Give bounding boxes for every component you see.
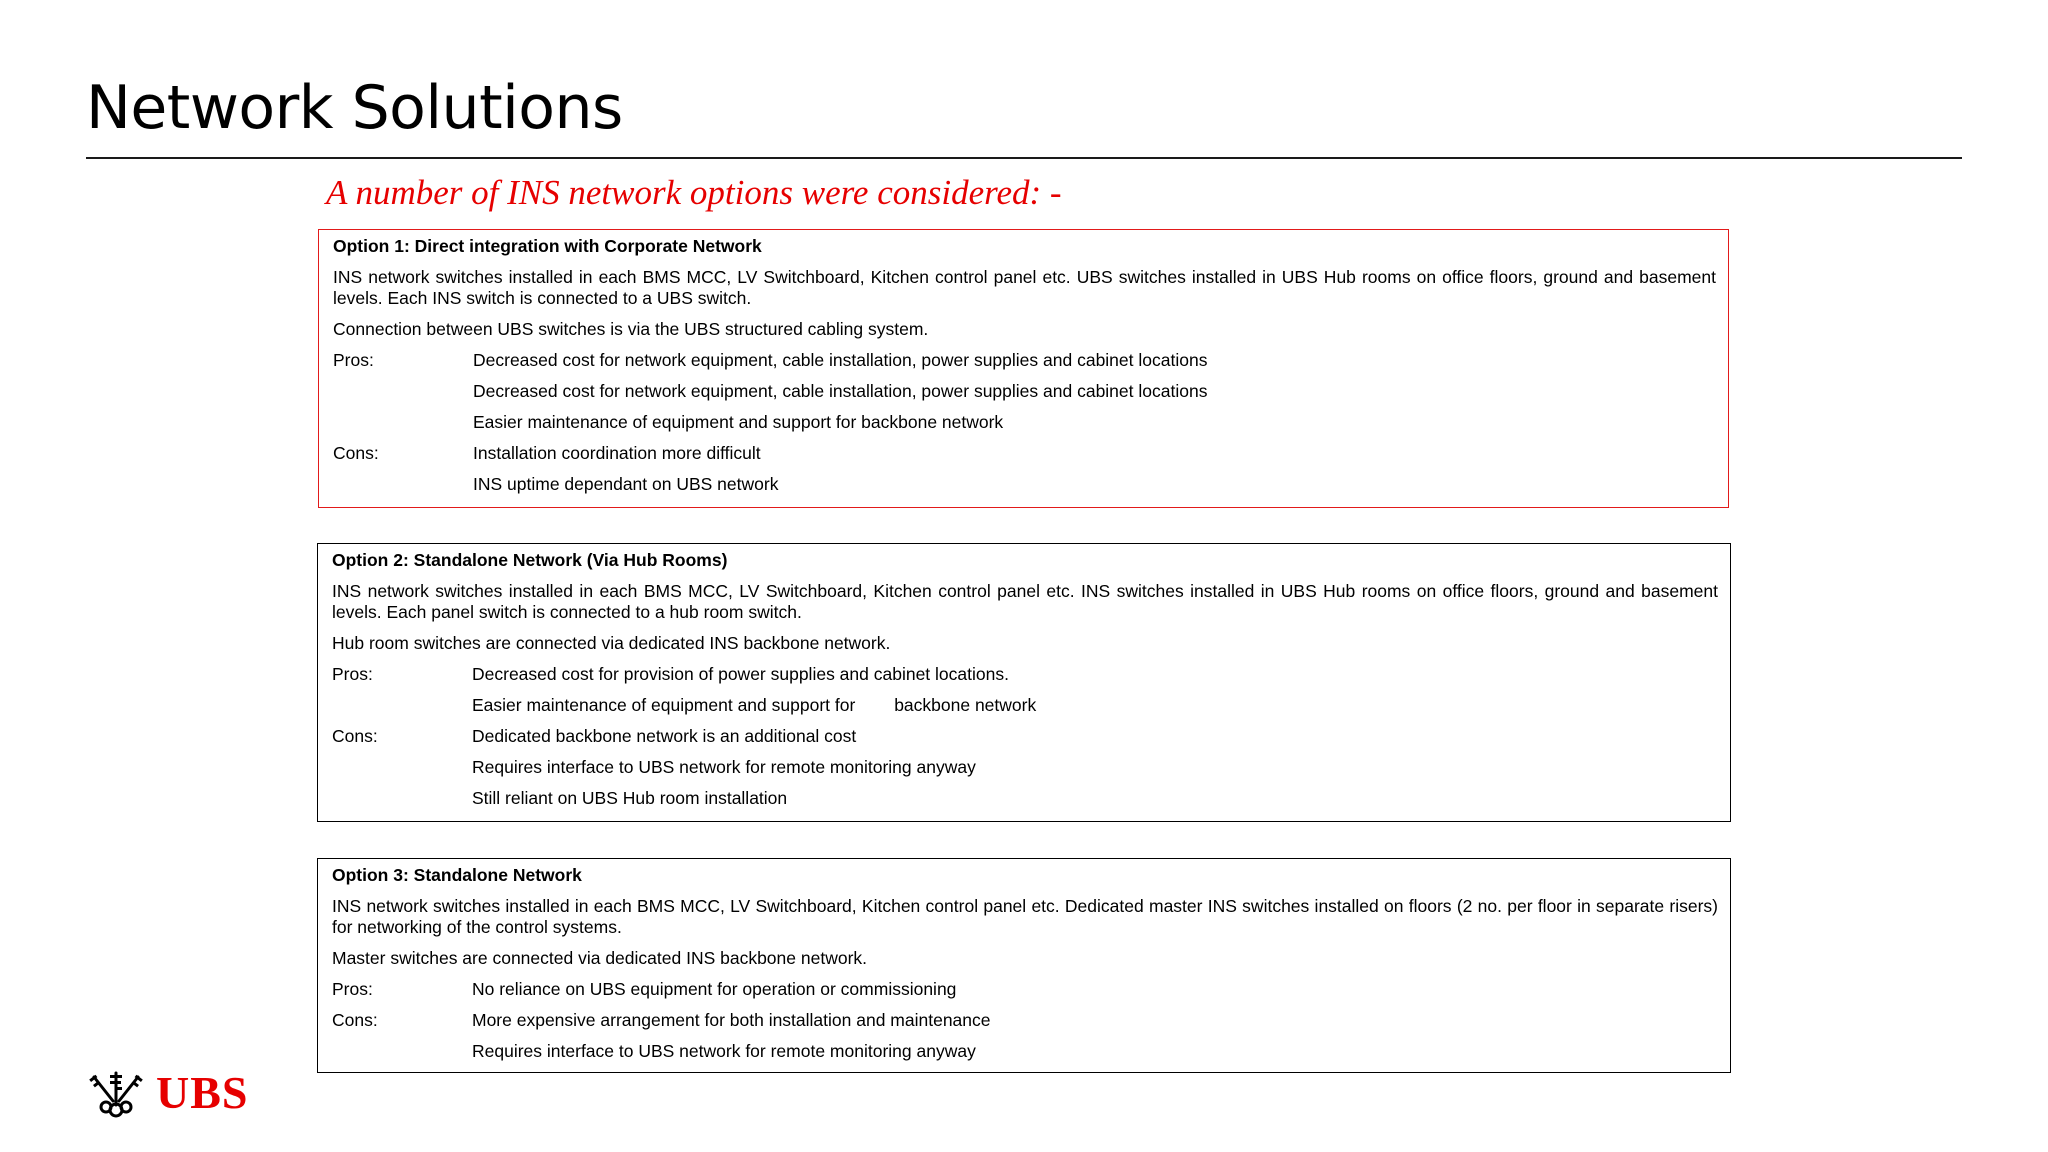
option-2-cons-row — [332, 757, 1718, 778]
option-1-con-item: INS uptime dependant on UBS network — [473, 474, 779, 494]
option-2-pros-row — [332, 695, 1718, 716]
option-1-pro-item: Easier maintenance of equipment and support for backbone network — [473, 412, 1004, 432]
option-2-con-item: Still reliant on UBS Hub room installation — [472, 788, 788, 808]
option-3-con-item: Requires interface to UBS network for remote monitoring anyway — [472, 1041, 976, 1061]
option-2-description: INS network switches installed in each BMS MCC, LV Switchboard, Kitchen control panel etc. INS switches installed in UBS Hub rooms on office floors, ground and basement levels. Each panel switch is connected to a hub room switch. — [332, 581, 1718, 622]
option-2-pros-row — [332, 664, 1718, 685]
option-3-pro-item: No reliance on UBS equipment for operation or commissioning — [472, 979, 957, 999]
option-2-con-item: Dedicated backbone network is an additional cost — [472, 726, 857, 746]
option-3-description: INS network switches installed in each BMS MCC, LV Switchboard, Kitchen control panel etc. Dedicated master INS switches installed on floors (2 no. per floor in separate risers) for networking of the control systems. — [332, 896, 1718, 937]
ubs-logo — [86, 1066, 272, 1120]
title-divider — [86, 157, 1962, 159]
option-1-box — [318, 229, 1729, 508]
option-3-box — [317, 858, 1731, 1073]
option-2-pro-item: Decreased cost for provision of power supplies and cabinet locations. — [472, 664, 1009, 684]
option-1-pros-row — [333, 412, 1716, 433]
option-2-connection: Hub room switches are connected via dedicated INS backbone network. — [332, 633, 891, 653]
option-1-description: INS network switches installed in each BMS MCC, LV Switchboard, Kitchen control panel etc. UBS switches installed in UBS Hub rooms on office floors, ground and basement levels. Each INS switch is connected to a UBS switch. — [333, 267, 1716, 308]
option-1-connection: Connection between UBS switches is via the UBS structured cabling system. — [333, 319, 929, 339]
option-2-cons-row — [332, 788, 1718, 809]
option-2-cons-row — [332, 726, 1718, 747]
option-2-pros-label: Pros: — [332, 664, 373, 684]
option-2-pro-item: Easier maintenance of equipment and support for backbone network — [472, 695, 1037, 715]
option-1-pros-label: Pros: — [333, 350, 374, 370]
slide-subtitle: A number of INS network options were considered: - — [326, 173, 1062, 212]
option-3-con-item: More expensive arrangement for both installation and maintenance — [472, 1010, 991, 1030]
option-1-pro-item: Decreased cost for network equipment, cable installation, power supplies and cabinet locations — [473, 350, 1208, 370]
option-3-cons-row — [332, 1041, 1718, 1062]
slide-title: Network Solutions — [86, 73, 623, 143]
option-2-title: Option 2: Standalone Network (Via Hub Rooms) — [332, 550, 728, 570]
three-keys-icon — [86, 1067, 146, 1119]
option-1-cons-row — [333, 443, 1716, 464]
option-3-pros-label: Pros: — [332, 979, 373, 999]
option-3-cons-row — [332, 1010, 1718, 1031]
option-1-cons-label: Cons: — [333, 443, 379, 463]
option-2-cons-label: Cons: — [332, 726, 378, 746]
option-1-title: Option 1: Direct integration with Corporate Network — [333, 236, 762, 256]
ubs-logo-text: UBS — [156, 1067, 249, 1118]
option-3-pros-row — [332, 979, 1718, 1000]
option-2-box — [317, 543, 1731, 822]
option-2-con-item: Requires interface to UBS network for remote monitoring anyway — [472, 757, 976, 777]
option-1-con-item: Installation coordination more difficult — [473, 443, 761, 463]
option-1-pros-row — [333, 350, 1716, 371]
option-3-connection: Master switches are connected via dedicated INS backbone network. — [332, 948, 868, 968]
option-3-title: Option 3: Standalone Network — [332, 865, 582, 885]
option-1-pro-item: Decreased cost for network equipment, cable installation, power supplies and cabinet locations — [473, 381, 1208, 401]
option-3-cons-label: Cons: — [332, 1010, 378, 1030]
option-1-cons-row — [333, 474, 1716, 495]
option-1-pros-row — [333, 381, 1716, 402]
